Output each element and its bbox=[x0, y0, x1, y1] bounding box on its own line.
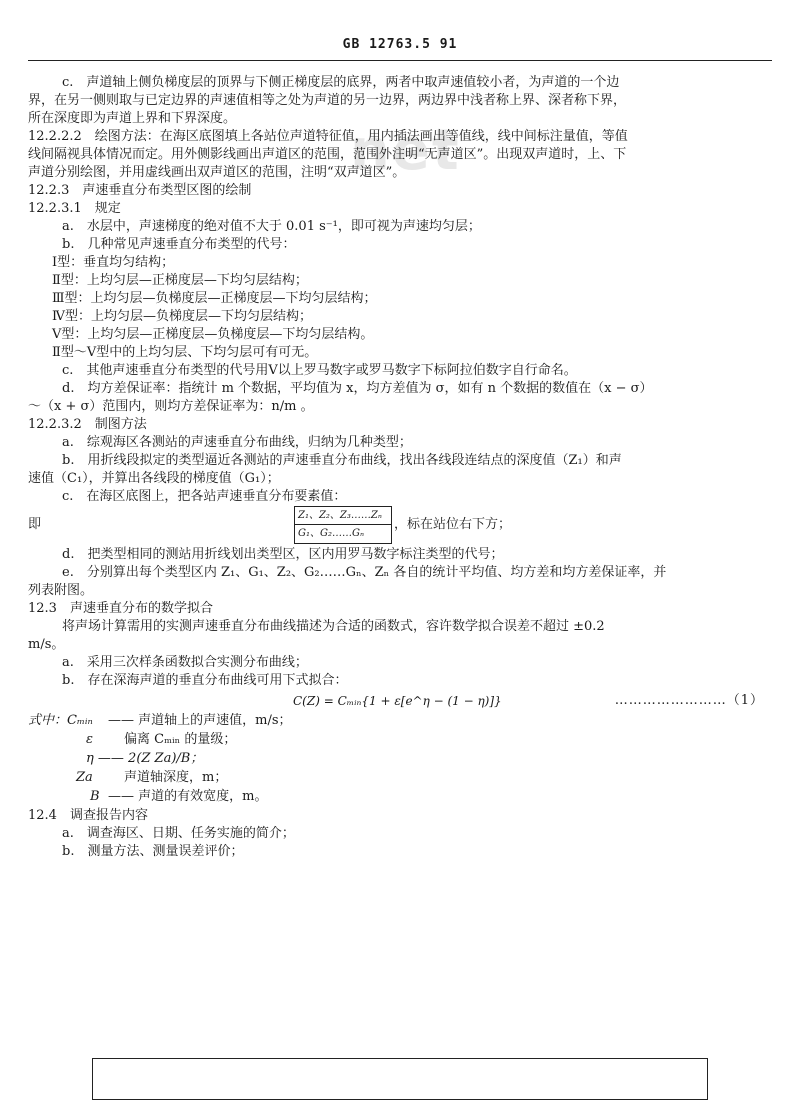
watermark: net bbox=[350, 118, 461, 183]
definition-cmin-text: —— 声道轴上的声速值，m/s； bbox=[108, 713, 292, 728]
box-gradient-row: G₁、G₂……Gₙ bbox=[298, 528, 365, 539]
definition-b bbox=[28, 788, 772, 807]
definition-eta bbox=[28, 750, 772, 769]
formula-1: C(Z) = Cₘᵢₙ{1 + ε[e^η − (1 − η)]} bbox=[293, 694, 502, 708]
station-value-box-row bbox=[28, 506, 772, 546]
item-b-report-methods: b. 测量方法、测量误差评价； bbox=[62, 844, 244, 859]
type-4: Ⅳ型：上均匀层—负梯度层—下均匀层结构； bbox=[52, 309, 312, 324]
item-a-report-intro: a. 调查海区、日期、任务实施的简介； bbox=[62, 826, 295, 841]
footer-box bbox=[92, 1058, 708, 1100]
section-12-2-3-heading: 12.2.3 声速垂直分布类型区图的绘制 bbox=[28, 183, 252, 198]
type-note: Ⅱ型～Ⅴ型中的上均匀层、下均匀层可有可无。 bbox=[52, 345, 318, 360]
item-b-line-2: 速值（C₁），并算出各线段的梯度值（G₁）； bbox=[28, 471, 280, 486]
item-c-line-1: c. 声道轴上侧负梯度层的顶界与下侧正梯度层的底界，两者中取声速值较小者，为声道的一个边 bbox=[62, 75, 620, 90]
item-d-line-2: ～（x + σ）范围内，则均方差保证率为：n/m 。 bbox=[28, 399, 314, 414]
definition-epsilon-text: 偏离 Cₘᵢₙ 的量级； bbox=[124, 732, 237, 747]
definition-cmin-symbol: 式中：Cₘᵢₙ bbox=[28, 713, 93, 728]
definition-za-symbol: Za bbox=[76, 770, 93, 785]
item-c-line-3: 所在深度即为声道上界和下界深度。 bbox=[28, 111, 237, 126]
formula-row bbox=[28, 690, 772, 712]
item-e-line-1: e. 分别算出每个类型区内 Z₁、G₁、Z₂、G₂……Gₙ、Zₙ 各自的统计平均值、均方差和均方差保证率，并 bbox=[62, 565, 667, 580]
station-value-box bbox=[294, 506, 392, 544]
page-content bbox=[28, 74, 772, 861]
type-2: Ⅱ型：上均匀层—正梯度层—下均匀层结构； bbox=[52, 273, 308, 288]
equation-number: ……………………（1） bbox=[614, 693, 764, 708]
section-12-3-para-line-2: m/s。 bbox=[28, 637, 65, 652]
definition-za-text: 声道轴深度，m； bbox=[124, 770, 228, 785]
item-c-map-values: c. 在海区底图上，把各站声速垂直分布要素值： bbox=[62, 489, 347, 504]
item-c-other-types: c. 其他声速垂直分布类型的代号用Ⅴ以上罗马数字或罗马数字下标阿拉伯数字自行命名。 bbox=[62, 363, 577, 378]
definition-za bbox=[28, 769, 772, 788]
box-depth-row: Z₁、Z₂、Z₃……Zₙ bbox=[295, 507, 391, 525]
type-1: Ⅰ型：垂直均匀结构； bbox=[52, 255, 175, 270]
type-5: Ⅴ型：上均匀层—正梯度层—负梯度层—下均匀层结构。 bbox=[52, 327, 374, 342]
item-a-survey-curves: a. 综观海区各测站的声速垂直分布曲线，归纳为几种类型； bbox=[62, 435, 412, 450]
section-12-2-3-1-heading: 12.2.3.1 规定 bbox=[28, 201, 121, 216]
section-12-2-3-2-heading: 12.2.3.2 制图方法 bbox=[28, 417, 147, 432]
box-tail-text: ，标在站位右下方； bbox=[394, 517, 512, 532]
page-header: GB 12763.5 91 bbox=[342, 37, 458, 52]
box-lead-text: 即 bbox=[28, 517, 42, 532]
section-12-3-heading: 12.3 声速垂直分布的数学拟合 bbox=[28, 601, 213, 616]
item-a-uniform-layer: a. 水层中，声速梯度的绝对值不大于 0.01 s⁻¹，即可视为声速均匀层； bbox=[62, 219, 481, 234]
definition-epsilon bbox=[28, 731, 772, 750]
header-rule bbox=[28, 60, 772, 61]
item-a-spline: a. 采用三次样条函数拟合实测分布曲线； bbox=[62, 655, 308, 670]
definition-cmin bbox=[28, 712, 772, 731]
type-3: Ⅲ型：上均匀层—负梯度层—正梯度层—下均匀层结构； bbox=[52, 291, 377, 306]
definition-eta-text: η —— 2(Z Za)/B； bbox=[86, 751, 204, 766]
section-12-2-2-2-line-1: 12.2.2.2 绘图方法：在海区底图填上各站位声道特征值，用内插法画出等值线，线中间标注量值，等值 bbox=[28, 129, 628, 144]
definition-b-symbol: B bbox=[90, 789, 100, 804]
section-12-4-heading: 12.4 调查报告内容 bbox=[28, 808, 148, 823]
definition-epsilon-symbol: ε bbox=[86, 732, 93, 747]
section-12-2-2-2-line-3: 声道分别绘图，并用虚线画出双声道区的范围，注明“双声道区”。 bbox=[28, 165, 406, 180]
item-d-type-zones: d. 把类型相同的测站用折线划出类型区，区内用罗马数字标注类型的代号； bbox=[62, 547, 504, 562]
item-b-deep-channel: b. 存在深海声道的垂直分布曲线可用下式拟合： bbox=[62, 673, 348, 688]
item-b-type-codes: b. 几种常见声速垂直分布类型的代号： bbox=[62, 237, 296, 252]
item-e-line-2: 列表附图。 bbox=[28, 583, 94, 598]
definition-b-text: —— 声道的有效宽度，m。 bbox=[108, 789, 268, 804]
section-12-2-2-2-line-2: 线间隔视具体情况而定。用外侧影线画出声道区的范围，范围外注明“无声道区”。出现双声道时，上、下 bbox=[28, 147, 627, 162]
item-d-line-1: d. 均方差保证率：指统计 m 个数据，平均值为 x，均方差值为 σ，如有 n 个数据的数值在（x − σ） bbox=[62, 381, 653, 396]
item-b-line-1: b. 用折线段拟定的类型逼近各测站的声速垂直分布曲线，找出各线段连结点的深度值（Z₁）和声 bbox=[62, 453, 622, 468]
item-c-line-2: 界，在另一侧则取与已定边界的声速值相等之处为声道的另一边界，两边界中浅者称上界、深者称下界， bbox=[28, 93, 627, 108]
section-12-3-para-line-1: 将声场计算需用的实测声速垂直分布曲线描述为合适的函数式，容许数学拟合误差不超过 ±0.2 bbox=[62, 619, 605, 634]
